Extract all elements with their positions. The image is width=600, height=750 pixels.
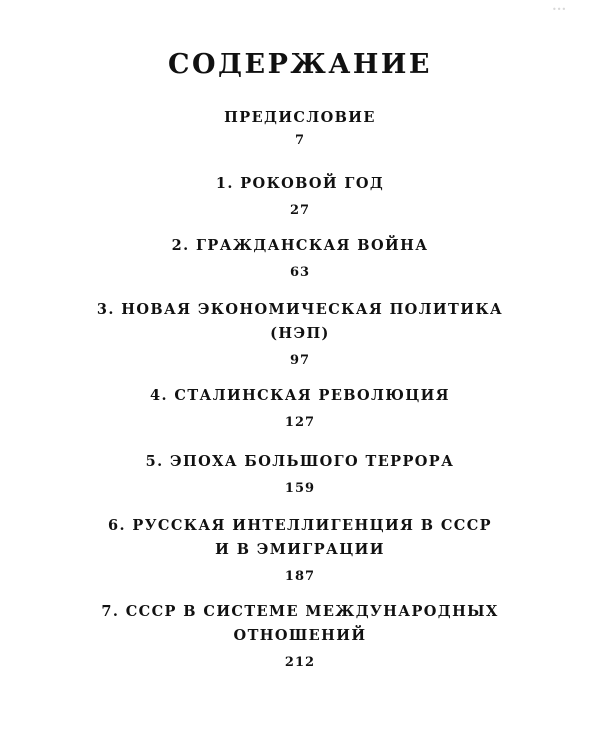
toc-entry-title: 7. СССР В СИСТЕМЕ МЕЖДУНАРОДНЫХ ОТНОШЕНИЙ bbox=[101, 603, 499, 644]
toc-entry-chapter-7 bbox=[20, 600, 580, 672]
toc-entry-title: 4. СТАЛИНСКАЯ РЕВОЛЮЦИЯ bbox=[150, 387, 450, 404]
toc-entry-title: 2. ГРАЖДАНСКАЯ ВОЙНА bbox=[171, 237, 429, 254]
toc-entry-title: 3. НОВАЯ ЭКОНОМИЧЕСКАЯ ПОЛИТИКА (НЭП) bbox=[96, 301, 504, 342]
toc-entry-page-number: 63 bbox=[289, 265, 311, 280]
toc-entry-chapter-6 bbox=[20, 514, 580, 586]
toc-entry-chapter-1 bbox=[20, 172, 580, 220]
toc-entry-title: 1. РОКОВОЙ ГОД bbox=[215, 175, 385, 192]
toc-entry-preface bbox=[20, 106, 580, 150]
toc-entry-chapter-5 bbox=[20, 450, 580, 498]
toc-entry-title: ПРЕДИСЛОВИЕ bbox=[224, 109, 376, 126]
toc-entry-page-number: 127 bbox=[284, 415, 316, 430]
toc-entry-chapter-4 bbox=[20, 384, 580, 432]
toc-entry-page-number: 187 bbox=[284, 569, 316, 584]
toc-entry-chapter-2 bbox=[20, 234, 580, 282]
toc-entry-page-number: 97 bbox=[289, 353, 311, 368]
page-title: СОДЕРЖАНИЕ bbox=[168, 49, 432, 80]
toc-entry-chapter-3 bbox=[20, 298, 580, 370]
toc-entry-page-number: 27 bbox=[289, 203, 311, 218]
scan-artifact-icon: ••• bbox=[552, 5, 567, 14]
toc-entry-page-number: 7 bbox=[294, 133, 306, 148]
toc-entry-title: 5. ЭПОХА БОЛЬШОГО ТЕРРОРА bbox=[145, 453, 455, 470]
toc-entry-page-number: 159 bbox=[284, 481, 316, 496]
toc-entry-page-number: 212 bbox=[284, 655, 316, 670]
toc-entry-title: 6. РУССКАЯ ИНТЕЛЛИГЕНЦИЯ В СССР И В ЭМИГРАЦИИ bbox=[108, 517, 492, 558]
